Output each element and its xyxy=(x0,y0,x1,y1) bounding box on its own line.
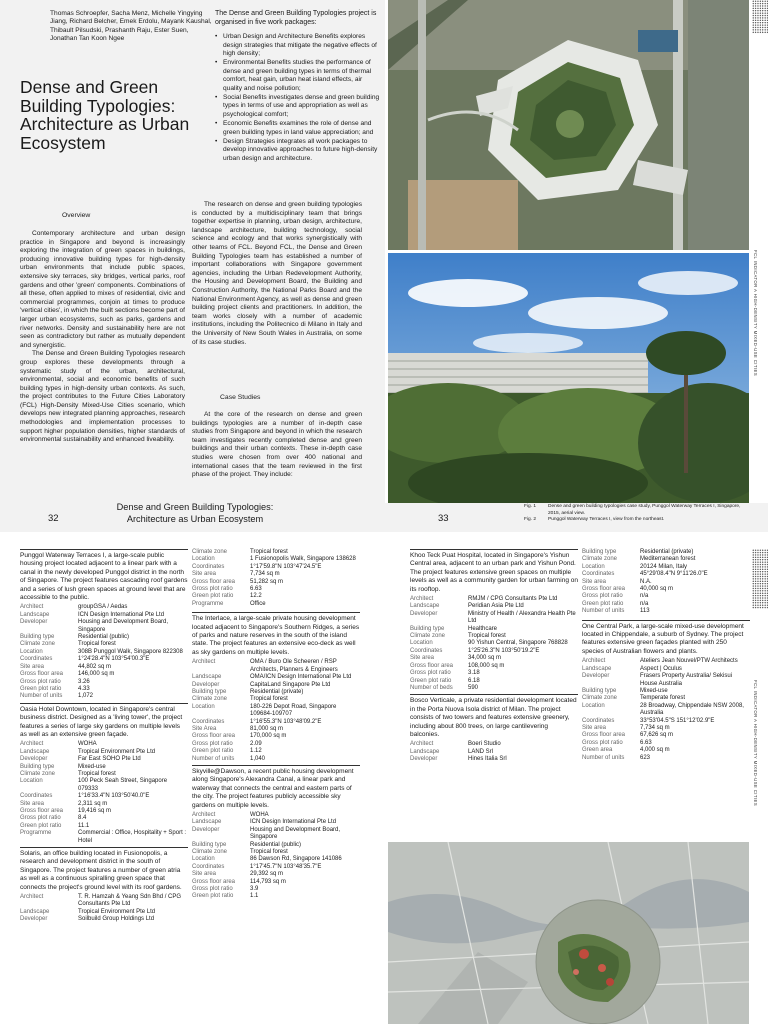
fact-value: RMJM / CPG Consultants Pte Ltd xyxy=(468,596,558,603)
fact-label: Site area xyxy=(192,571,217,578)
fact-label: Green plot ratio xyxy=(192,893,234,900)
fact-label: Developer xyxy=(192,681,220,688)
fact-label: Location xyxy=(20,648,43,655)
case-column-2 xyxy=(192,549,360,901)
team-paragraph: The research on dense and green building typologies is conducted by a multidisciplinary team that brings together expertise in planning, urban design, architecture, landscape architecture, building technology, social science and ecology and that works synergistically with other teams of FCL. Beyond FCL, the Dense and Green Building Typologies team has established a number of important collaborations with Singapore government agencies, including the Urban Redevelopment Authority, the Housing and Development Board, the Building and Construction Authority, the National Parks Board and the National Environment Agency, as well as dense and green building project clients and practitioners. In addition, the team works closely with a number of academic institutions, including the Politecnico di Milano in Italy and the University of New South Wales in Australia, on some of its case studies. xyxy=(192,201,362,346)
fact-value: 28 Broadway, Chippendale NSW 2008, Australia xyxy=(640,702,744,717)
fact-label: Gross floor area xyxy=(192,733,236,740)
fact-label: Building type xyxy=(582,687,617,694)
fact-value: Tropical forest xyxy=(250,549,288,555)
case-entry-khoo-teck-puat xyxy=(410,549,578,692)
fact-label: Building type xyxy=(20,763,55,770)
team-text xyxy=(192,201,362,347)
fact-label: Landscape xyxy=(582,665,612,672)
fact-value: 90 Yishun Central, Singapore 768828 xyxy=(468,640,568,647)
case-facts xyxy=(20,894,188,924)
case-facts xyxy=(582,658,750,762)
fact-value: CapitaLand Singapore Pte Ltd xyxy=(250,681,331,688)
fact-label: Architect xyxy=(582,658,606,665)
fact-value: Mixed-use xyxy=(640,687,668,694)
fact-value: Temperate forest xyxy=(640,695,686,702)
fact-value: 1°17'59.8"N 103°47'24.5"E xyxy=(250,563,322,570)
fact-label: Location xyxy=(192,556,215,563)
fact-value: Housing and Development Board, Singapore xyxy=(250,826,341,841)
fact-value: LAND Srl xyxy=(468,748,494,755)
work-package-item: • Social Benefits investigates dense and green building types in terms of use and appropriation as well as psychological comfort; xyxy=(215,94,380,119)
caption-row xyxy=(524,504,744,517)
fact-value: 34,000 sq m xyxy=(468,655,502,662)
fact-label: Landscape xyxy=(20,748,50,755)
work-package-item: • Design Strategies integrates all work packages to develop innovative approaches to future high-density urban design and architecture. xyxy=(215,138,380,163)
fact-label: Architect xyxy=(20,604,44,611)
case-column-1 xyxy=(20,549,188,924)
case-facts xyxy=(20,604,188,700)
fact-label: Site area xyxy=(410,655,435,662)
page-number-right: 33 xyxy=(438,513,449,524)
fact-value: Residential (public) xyxy=(78,634,130,641)
work-package-item: • Environmental Benefits studies the performance of dense and green building types in terms of thermal comfort, heat gain, urban heat island effects, air quality and noise pollution; xyxy=(215,59,380,93)
fact-label: Site area xyxy=(582,578,607,585)
caption-row xyxy=(524,517,744,524)
fact-label: Location xyxy=(582,702,605,709)
fact-value: Residential (private) xyxy=(250,688,304,695)
fact-value: 4,000 sq m xyxy=(640,747,670,754)
fact-value: 2.09 xyxy=(250,740,262,747)
fact-label: Green plot ratio xyxy=(20,685,62,692)
fact-value: Far East SOHO Pte Ltd xyxy=(78,756,141,763)
fact-label: Site area xyxy=(20,800,45,807)
fact-label: Developer xyxy=(20,756,48,763)
case-column-4 xyxy=(582,549,750,762)
fact-value: 12.2 xyxy=(250,593,262,600)
fact-value: Tropical forest xyxy=(78,641,116,648)
fact-value: Tropical Environment Pte Ltd xyxy=(78,748,156,755)
case-description: The Interlace, a large-scale private housing development located adjacent to Singapore's Southern Ridges, a series of parks and nature reserves in the south of the island state. The project features an extensive eco-deck as well as sky gardens on multiple levels. xyxy=(192,615,360,656)
fact-value: ICN Design International Pte Ltd xyxy=(78,611,165,618)
fact-value: Tropical forest xyxy=(78,770,116,777)
fact-value: 6.63 xyxy=(250,586,262,593)
fact-label: Landscape xyxy=(410,748,440,755)
fact-value: Mixed-use xyxy=(78,763,106,770)
site-aerial-photo xyxy=(388,842,749,1024)
case-studies-paragraph: At the core of the research on dense and green buildings typologies are a number of in-depth case studies from Singapore and beyond in which the research team investigates recently completed dense and green buildings and their urban contexts. These in-depth case studies were chosen from over 400 national and international cases that the team reviewed in the first phase of the project. They include: xyxy=(192,411,362,479)
fact-value: 6.63 xyxy=(640,739,652,746)
case-facts xyxy=(192,549,360,608)
fact-value: 1°16'33.4"N 103°50'40.0"E xyxy=(78,793,150,800)
fact-value: 45°29'08.4"N 9°11'26.0"E xyxy=(640,571,708,578)
fact-value: 1,040 xyxy=(250,755,266,762)
fact-value: 1°24'28.4"N 103°54'00.3"E xyxy=(78,656,150,663)
fact-value: 590 xyxy=(468,684,479,691)
fact-label: Coordinates xyxy=(582,571,615,578)
fact-label: Architect xyxy=(410,596,434,603)
fact-label: Number of units xyxy=(20,693,63,700)
fact-label: Architect xyxy=(410,741,434,748)
case-description: Skyville@Dawson, a recent public housing development along Singapore's Alexandra Canal, a linear park and waterway that connects the central and eastern parts of the city. The project features publicly accessible sky gardens on multiple levels. xyxy=(192,767,354,809)
fact-label: Building type xyxy=(192,841,227,848)
case-entry-one-central-park xyxy=(582,620,750,762)
fact-label: Location xyxy=(582,563,605,570)
fact-value: T. R. Hamzah & Yeang Sdn Bhd / CPG Consultants Pte Ltd xyxy=(78,894,182,908)
case-description: One Central Park, a large-scale mixed-use development located in Chippendale, a suburb of Sydney. The project features extensive green façades planted with 250 species of Australian flowers and plants. xyxy=(582,622,744,655)
fact-label: Developer xyxy=(410,610,438,617)
fact-label: Building type xyxy=(192,688,227,695)
fact-label: Site area xyxy=(192,871,217,878)
fact-value: Ministry of Health / Alexandra Health Pte Ltd xyxy=(468,610,576,625)
fact-value: 6.18 xyxy=(468,677,480,684)
fact-label: Coordinates xyxy=(410,647,443,654)
fact-value: 81,000 sq m xyxy=(250,725,284,732)
fact-label: Location xyxy=(20,778,43,785)
fact-value: Tropical forest xyxy=(250,696,288,703)
fact-label: Building type xyxy=(20,634,55,641)
fact-value: 51,282 sq m xyxy=(250,578,284,585)
fact-label: Architect xyxy=(192,812,216,818)
aerial-photo xyxy=(388,0,749,250)
fact-value: 3.9 xyxy=(250,886,259,893)
fact-value: Commercial : Office, Hospitality + Sport : Hotel xyxy=(78,830,187,844)
case-facts xyxy=(192,659,360,763)
fact-value: Tropical forest xyxy=(468,633,506,640)
figure-captions xyxy=(524,504,744,524)
fact-value: 29,392 sq m xyxy=(250,871,284,878)
fact-label: Coordinates xyxy=(582,717,615,724)
fact-label: Landscape xyxy=(192,819,222,826)
fact-label: Gross floor area xyxy=(410,662,454,669)
fact-label: Landscape xyxy=(20,611,50,618)
overview-paragraph: The Dense and Green Building Typologies research group explores these developments through a systematic study of the urban, architectural, environmental, social and economic benefits of such building types in high-density urban contexts. As such, the project contributes to the Future Cities Laboratory (FCL) High-Density Mixed-Use Cities scenario, which develops new integrated planning approaches, research methodologies and implementation processes to support higher population densities, higher standards of environmental sustainability and enhanced liveability. xyxy=(20,350,185,444)
case-entry-solaris xyxy=(20,847,188,924)
case-facts xyxy=(192,812,360,901)
fact-label: Architect xyxy=(20,894,44,901)
case-description: Bosco Verticale, a private residential development located in the Porta Nuova Isola district of Milan. The project consists of two towers and features extensive greenery, including about 800 trees, on large cantilevering balconies. xyxy=(410,697,577,738)
case-studies-heading: Case Studies xyxy=(220,394,261,401)
fact-label: Developer xyxy=(582,673,610,680)
fact-value: 1°17'45.7"N 103°48'35.7"E xyxy=(250,863,322,870)
fact-value: 170,000 sq m xyxy=(250,733,287,740)
fact-label: Climate zone xyxy=(20,770,56,777)
fact-value: 180-226 Depot Road, Singapore 109684-109707 xyxy=(250,703,337,718)
fact-label: Climate zone xyxy=(582,556,618,563)
fact-value: OMA / Buro Ole Scheeren / RSP Architects, Planners & Engineers xyxy=(250,659,338,673)
footer-title: Dense and Green Building Typologies: Architecture as Urban Ecosystem xyxy=(116,502,274,524)
fact-value: Office xyxy=(250,600,266,607)
fact-value: 3.18 xyxy=(468,670,480,677)
fact-label: Number of beds xyxy=(410,684,453,691)
fact-label: Gross plot ratio xyxy=(20,815,61,822)
fact-value: 19,416 sq m xyxy=(78,808,112,814)
dot-pattern xyxy=(752,0,768,34)
fact-value: Soilbuild Group Holdings Ltd xyxy=(78,916,155,923)
fact-value: Aspect | Oculus xyxy=(640,665,682,672)
fact-label: Coordinates xyxy=(20,656,53,663)
running-head: FCL INDICATOR A HIGH-DENSITY MIXED-USE CITIES xyxy=(753,680,758,806)
page-number-left: 32 xyxy=(48,513,59,524)
fact-label: Gross floor area xyxy=(20,671,64,678)
fact-label: Architect xyxy=(20,741,44,748)
fact-label: Gross plot ratio xyxy=(192,886,233,893)
fact-value: Ateliers Jean Nouvel/PTW Architects xyxy=(640,658,738,665)
fact-value: Residential (private) xyxy=(640,549,694,555)
overview-paragraph: Contemporary architecture and urban design practice in Singapore and beyond is increasingly exploring the integration of green spaces in buildings, producing innovative building types for high-density urban environments that include public spaces, extensive sky terraces, sky bridges, vertical parks, roof gardens and other 'green' components. Combinations of all these, often applied to mixes of residential, civic and commercial programmes, conjoin at times to produce 'vertical cities', in which the built sections become part of larger urban ecosystems, such as parks, gardens and river networks. Density and sustainability here are not seen as contradictory but rather as mutually dependent and synergistic. xyxy=(20,230,185,349)
caption-text: Dense and green building typologies case study, Punggol Waterway Terraces I, Singapore, 2015, aerial view. xyxy=(548,504,741,516)
caption-number: Fig. 2 xyxy=(524,517,536,523)
fact-value: 308B Punggol Walk, Singapore 822308 xyxy=(78,648,183,655)
fact-label: Gross floor area xyxy=(192,578,236,585)
fact-label: Developer xyxy=(192,826,220,833)
fact-label: Climate zone xyxy=(410,633,446,640)
fact-value: 100 Peck Seah Street, Singapore 079333 xyxy=(78,778,168,792)
work-packages-intro: The Dense and Green Building Typologies project is organised in five work packages: xyxy=(215,10,377,26)
case-entry-bosco-verticale xyxy=(410,694,578,763)
fact-value: WOHA xyxy=(250,812,269,818)
fact-label: Climate zone xyxy=(20,641,56,648)
fact-value: OMA/ICN Design International Pte Ltd xyxy=(250,674,352,681)
fact-value: 1 Fusionopolis Walk, Singapore 138628 xyxy=(250,556,356,563)
case-column-3 xyxy=(410,549,578,764)
fact-value: N.A. xyxy=(640,578,652,585)
northeast-photo-graphic xyxy=(388,253,749,503)
case-facts xyxy=(410,741,578,763)
fact-label: Green plot ratio xyxy=(582,600,624,607)
fact-label: Site area xyxy=(582,724,607,731)
fact-value: 67,626 sq m xyxy=(640,732,674,739)
case-entry-oasia xyxy=(20,703,188,845)
fact-label: Gross plot ratio xyxy=(192,586,233,593)
fact-value: 7,734 sq m xyxy=(640,724,670,731)
fact-value: 20124 Milan, Italy xyxy=(640,563,688,570)
case-facts xyxy=(582,549,750,616)
fact-value: 623 xyxy=(640,754,651,761)
fact-label: Landscape xyxy=(20,908,50,915)
fact-value: 8.4 xyxy=(78,815,87,822)
fact-label: Climate zone xyxy=(192,549,228,555)
dot-pattern xyxy=(752,549,768,609)
fact-value: 1.1 xyxy=(250,893,259,900)
fact-label: Gross floor area xyxy=(582,732,626,739)
case-description: Oasia Hotel Downtown, located in Singapore's central business district. Designed as a 'living tower', the project features a series of large sky gardens on multiple levels as well as an extensive green façade. xyxy=(20,705,183,738)
fact-value: 1°25'26.3"N 103°50'19.2"E xyxy=(468,647,540,654)
work-package-item: • Urban Design and Architecture Benefits explores design strategies that mitigate the negative effects of high density; xyxy=(215,33,380,58)
case-entry-solaris-cont xyxy=(192,549,360,608)
case-description: Punggol Waterway Terraces I, a large-scale public housing project located adjacent to a linear park with a canal in the newly developed Punggol district in the north of Singapore. The project features cascading roof gardens and a series of lush green spaces at ground level that are accessible to the public. xyxy=(20,552,188,602)
fact-label: Architect xyxy=(192,659,216,666)
case-description: Khoo Teck Puat Hospital, located in Singapore's Yishun Central area, adjacent to an urban park and Yishun Pond. The project features extensive green spaces on multiple levels as well as a community garden for urban farming on its rooftop. xyxy=(410,552,578,593)
fact-label: Developer xyxy=(20,619,48,626)
fact-value: Tropical Environment Pte Ltd xyxy=(78,908,156,915)
caption-text: Punggol Waterway Terraces I, view from the northeast. xyxy=(548,517,665,523)
fact-label: Gross plot ratio xyxy=(582,739,623,746)
fact-value: 113 xyxy=(640,608,650,615)
fact-label: Coordinates xyxy=(192,863,225,870)
case-facts xyxy=(20,741,188,845)
fact-value: 7,734 sq m xyxy=(250,571,280,578)
author-list: Thomas Schroepfer, Sacha Menz, Michelle Yingying Jiang, Richard Belcher, Emek Erdolu, Mayank Kaushal, Thibault Pilsudski, Prashanth Raju, Ester Suen, Jonathan Tan Koon Ngee xyxy=(50,10,212,43)
fact-label: Coordinates xyxy=(192,563,225,570)
fact-value: groupGSA / Aedas xyxy=(78,604,128,611)
fact-value: 86 Dawson Rd, Singapore 141086 xyxy=(250,856,342,863)
fact-value: 44,802 sq m xyxy=(78,663,112,670)
fact-value: n/a xyxy=(640,600,649,607)
fact-label: Green plot ratio xyxy=(192,593,234,600)
fact-label: Gross plot ratio xyxy=(20,678,61,685)
fact-value: n/a xyxy=(640,593,649,600)
fact-label: Climate zone xyxy=(192,696,228,703)
fact-value: 11.1 xyxy=(78,822,90,829)
case-entry-skyville xyxy=(192,765,360,901)
fact-value: 114,793 sq m xyxy=(250,878,286,885)
fact-value: Housing and Development Board, Singapore xyxy=(78,619,169,633)
fact-label: Coordinates xyxy=(192,718,225,725)
fact-label: Gross floor area xyxy=(582,586,626,593)
fact-label: Landscape xyxy=(410,603,440,610)
fact-label: Green area xyxy=(582,747,613,754)
fact-value: Frasers Property Australia/ Sekisui House Australia xyxy=(640,673,733,687)
fact-label: Gross plot ratio xyxy=(410,670,451,677)
fact-label: Location xyxy=(192,703,215,710)
fact-label: Building type xyxy=(582,549,617,555)
fact-value: 1,072 xyxy=(78,693,94,700)
fact-label: Green plot ratio xyxy=(192,748,234,755)
fact-value: 146,000 sq m xyxy=(78,671,115,678)
work-package-list xyxy=(215,33,380,163)
fact-label: Green plot ratio xyxy=(410,677,452,684)
case-entry-bosco-cont xyxy=(582,549,750,616)
fact-value: Residential (public) xyxy=(250,841,302,848)
fact-label: Gross floor area xyxy=(192,878,236,885)
fact-value: 40,000 sq m xyxy=(640,586,674,593)
work-package-item: • Economic Benefits examines the role of dense and green building types in land value appreciation; and xyxy=(215,120,380,137)
aerial-photo-graphic xyxy=(388,0,749,250)
fact-value: 1.12 xyxy=(250,748,262,755)
fact-label: Developer xyxy=(410,756,438,763)
fact-value: Boeri Studio xyxy=(468,741,501,748)
case-studies-text xyxy=(192,411,362,480)
case-facts xyxy=(410,596,578,692)
fact-label: Developer xyxy=(20,916,48,923)
work-packages xyxy=(215,10,380,164)
fact-value: 1°16'55.3"N 103°48'09.2"E xyxy=(250,718,322,725)
fact-label: Location xyxy=(192,856,215,863)
fact-label: Climate zone xyxy=(192,849,228,856)
fact-label: Site Area xyxy=(192,725,217,732)
fact-label: Location xyxy=(410,640,433,647)
fact-value: Hines Italia Srl xyxy=(468,756,507,763)
fact-label: Number of units xyxy=(582,608,625,615)
fact-label: Programme xyxy=(192,600,224,607)
site-aerial-graphic xyxy=(388,842,749,1024)
article-title: Dense and Green Building Typologies: Architecture as Urban Ecosystem xyxy=(20,77,190,153)
fact-value: 3.26 xyxy=(78,678,90,685)
fact-value: WOHA xyxy=(78,741,97,748)
fact-label: Climate zone xyxy=(582,695,618,702)
fact-value: Mediterranean forest xyxy=(640,556,696,563)
overview-heading: Overview xyxy=(62,212,91,219)
fact-value: Tropical forest xyxy=(250,849,288,856)
caption-number: Fig. 1 xyxy=(524,504,536,509)
northeast-photo xyxy=(388,253,749,503)
fact-value: 108,000 sq m xyxy=(468,662,505,669)
fact-value: 2,311 sq m xyxy=(78,800,108,807)
fact-value: ICN Design International Pte Ltd xyxy=(250,819,337,826)
fact-value: Peridian Asia Pte Ltd xyxy=(468,603,524,610)
case-entry-interlace xyxy=(192,612,360,763)
fact-value: Healthcare xyxy=(468,625,498,632)
fact-label: Building type xyxy=(410,625,445,632)
fact-label: Gross plot ratio xyxy=(582,593,623,600)
fact-value: 33°53'04.5"S 151°12'02.9"E xyxy=(640,717,715,724)
case-description: Solaris, an office building located in Fusionopolis, a research and development district in the south of Singapore. The project features a number of green atria as well as a continuous spiralling green space that connects the project's ground level with its roof gardens. xyxy=(20,850,182,891)
overview-text xyxy=(20,230,185,445)
fact-label: Landscape xyxy=(192,674,222,681)
fact-label: Number of units xyxy=(582,754,625,761)
fact-label: Coordinates xyxy=(20,793,53,800)
fact-label: Site area xyxy=(20,663,45,670)
running-head: FCL INDICATOR A HIGH-DENSITY MIXED-USE CITIES xyxy=(753,250,758,376)
fact-value: 4.33 xyxy=(78,685,90,692)
case-entry-punggol xyxy=(20,549,188,701)
fact-label: Green plot ratio xyxy=(20,822,62,829)
fact-label: Gross floor area xyxy=(20,808,64,814)
fact-label: Gross plot ratio xyxy=(192,740,233,747)
fact-label: Number of units xyxy=(192,755,235,762)
fact-label: Programme xyxy=(20,830,52,837)
